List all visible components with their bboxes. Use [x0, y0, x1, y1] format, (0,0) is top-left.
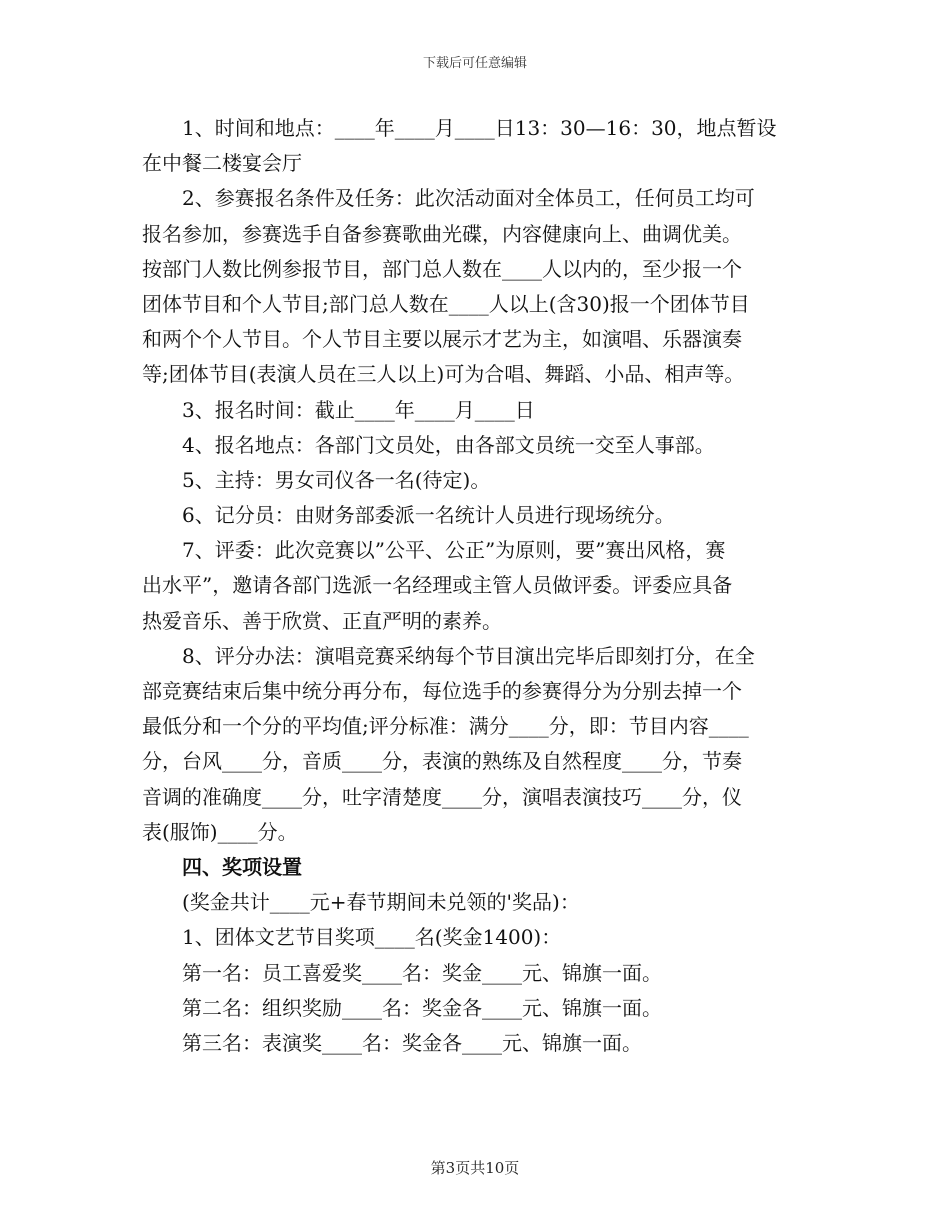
text-line: 在中餐二楼宴会厅 [142, 151, 302, 176]
text-line: 表(服饰)____分。 [142, 819, 298, 844]
text-line: 热爱音乐、善于欣赏、正直严明的素养。 [142, 608, 502, 633]
text-line: 最低分和一个分的平均值;评分标准：满分____分，即：节目内容____ [142, 714, 749, 739]
text-line: 7、评委：此次竞赛以”公平、公正”为原则，要”赛出风格，赛 [142, 538, 726, 563]
text-line: 报名参加，参赛选手自备参赛歌曲光碟，内容健康向上、曲调优美。 [142, 221, 742, 246]
text-line: 等;团体节目(表演人员在三人以上)可为合唱、舞蹈、小品、相声等。 [142, 362, 745, 387]
text-line: 部竞赛结束后集中统分再分布，每位选手的参赛得分为分别去掉一个 [142, 679, 742, 703]
section-heading: 四、奖项设置 [142, 854, 302, 879]
text-line: 音调的准确度____分，吐字清楚度____分，演唱表演技巧____分，仪 [142, 784, 742, 809]
text-line: (奖金共计____元+春节期间未兑领的'奖品)： [142, 890, 580, 915]
text-line: 出水平”，邀请各部门选派一名经理或主管人员做评委。评委应具备 [142, 573, 733, 598]
page-number: 第3页共10页 [430, 1159, 520, 1177]
text-line: 第三名：表演奖____名：奖金各____元、锦旗一面。 [142, 1030, 642, 1055]
document-body [142, 111, 810, 1061]
text-line: 6、记分员：由财务部委派一名统计人员进行现场统分。 [142, 503, 675, 528]
text-line: 分，台风____分，音质____分，表演的熟练及自然程度____分，节奏 [142, 749, 742, 774]
text-line: 4、报名地点：各部门文员处，由各部文员统一交至人事部。 [142, 432, 715, 457]
text-line: 按部门人数比例参报节目，部门总人数在____人以内的，至少报一个 [142, 256, 742, 281]
text-line: 8、评分办法：演唱竞赛采纳每个节目演出完毕后即刻打分，在全 [142, 643, 755, 668]
text-line: 第一名：员工喜爱奖____名：奖金____元、锦旗一面。 [142, 960, 662, 985]
text-line: 5、主持：男女司仪各一名(待定)。 [142, 467, 491, 492]
text-line: 3、报名时间：截止____年____月____日 [142, 397, 535, 422]
text-line: 和两个个人节目。个人节目主要以展示才艺为主，如演唱、乐器演奏 [142, 327, 742, 352]
text-line: 1、时间和地点：____年____月____日13：30—16：30，地点暂设 [142, 116, 777, 140]
text-line: 2、参赛报名条件及任务：此次活动面对全体员工，任何员工均可 [142, 186, 755, 211]
text-line: 1、团体文艺节目奖项____名(奖金1400)： [142, 925, 562, 950]
page-header: 下载后可任意编辑 [422, 56, 527, 71]
text-line: 第二名：组织奖励____名：奖金各____元、锦旗一面。 [142, 995, 662, 1020]
text-line: 团体节目和个人节目;部门总人数在____人以上(含30)报一个团体节目 [142, 291, 750, 316]
